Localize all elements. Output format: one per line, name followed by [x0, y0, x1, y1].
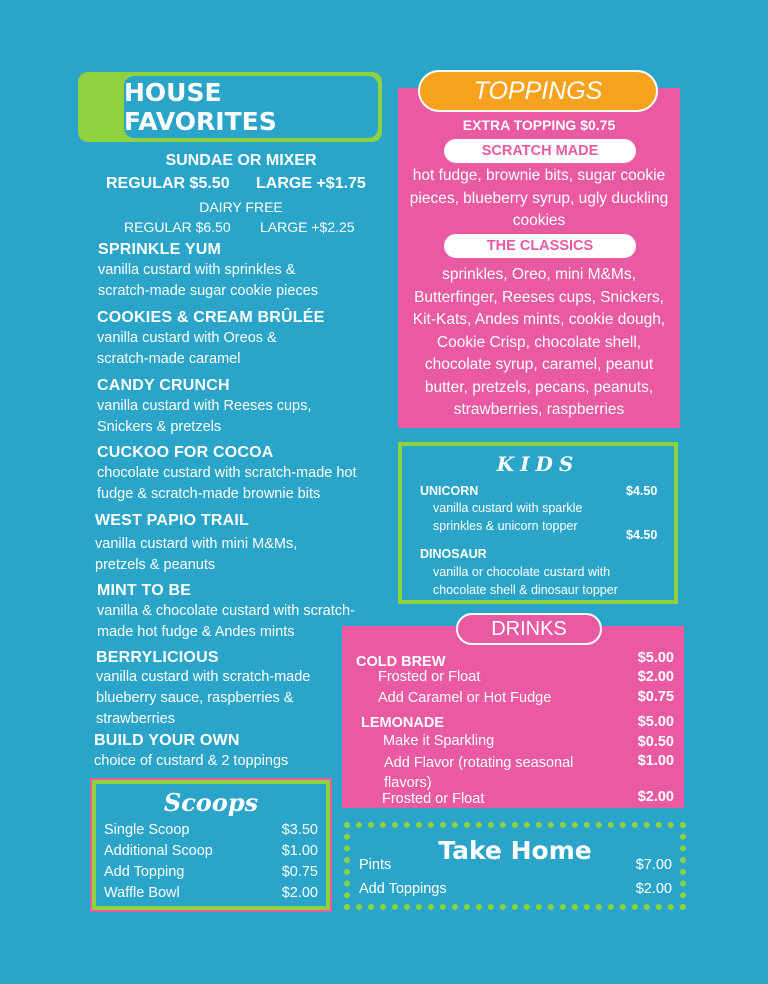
item-name-mint-to-be: MINT TO BE [97, 582, 192, 599]
drink-lemonade: LEMONADE [361, 715, 444, 731]
extra-topping-price: EXTRA TOPPING $0.75 [462, 117, 616, 133]
drinks-title: DRINKS [456, 613, 602, 645]
scoop-additional-price: $1.00 [281, 843, 318, 859]
scoop-additional: Additional Scoop [104, 843, 213, 859]
take-home-pints: Pints [359, 857, 392, 873]
drink-make-it-sparkling: Make it Sparkling [383, 733, 495, 749]
item-name-sprinkle-yum: SPRINKLE YUM [98, 241, 222, 258]
scoop-single: Single Scoop [104, 822, 190, 838]
drink-make-it-sparkling-price: $0.50 [637, 734, 674, 750]
kids-unicorn-desc: vanilla custard with sparkle sprinkles & unicorn topper [433, 501, 583, 533]
scoops-title: Scoops [163, 788, 259, 817]
sundae-or-mixer-heading: SUNDAE OR MIXER [165, 152, 317, 169]
dairy-free-large-price: LARGE +$2.25 [260, 219, 355, 235]
scoop-add-topping: Add Topping [104, 864, 185, 880]
scratch-made-list: hot fudge, brownie bits, sugar cookie pieces, blueberry syrup, ugly duckling cookies [409, 167, 669, 229]
scoop-waffle-bowl-price: $2.00 [281, 885, 318, 901]
drink-add-caramel-hot-fudge-price: $0.75 [637, 689, 674, 705]
kids-dinosaur-desc: vanilla or chocolate custard with chocolate shell & dinosaur topper [433, 565, 618, 597]
scoop-add-topping-price: $0.75 [281, 864, 318, 880]
item-name-berrylicious: BERRYLICIOUS [96, 649, 219, 666]
item-desc-sprinkle-yum: vanilla custard with sprinkles & scratch-made sugar cookie pieces [98, 262, 319, 299]
kids-unicorn-price: $4.50 [626, 484, 658, 498]
regular-price: REGULAR $5.50 [106, 175, 230, 192]
take-home-title: Take Home [438, 836, 592, 865]
large-price: LARGE +$1.75 [256, 175, 366, 192]
item-desc-build-your-own: choice of custard & 2 toppings [94, 753, 289, 769]
item-name-build-your-own: BUILD YOUR OWN [94, 732, 240, 749]
the-classics-list: sprinkles, Oreo, mini M&Ms, Butterfinger, Reeses cups, Snickers, Kit-Kats, Andes mints, cookie dough, Cookie Crisp, chocolate shell, chocolate syrup, caramel, peanut butter, pretzels, pecans, peanuts, strawberries, raspberries [412, 266, 666, 418]
item-desc-west-papio-trail: vanilla custard with mini M&Ms, pretzels & peanuts [95, 536, 298, 573]
item-desc-mint-to-be: vanilla & chocolate custard with scratch-made hot fudge & Andes mints [97, 603, 355, 640]
kids-unicorn-name: UNICORN [420, 484, 479, 498]
drink-add-flavor-price: $1.00 [637, 753, 674, 769]
scoop-waffle-bowl: Waffle Bowl [104, 885, 180, 901]
drink-cold-brew-frosted-float-price: $2.00 [637, 669, 674, 685]
dairy-free-heading: DAIRY FREE [199, 199, 283, 215]
drink-cold-brew: COLD BREW [356, 654, 446, 670]
scratch-made-label: SCRATCH MADE [444, 139, 636, 163]
take-home-pints-price: $7.00 [635, 857, 672, 873]
drink-cold-brew-frosted-float: Frosted or Float [378, 669, 481, 685]
the-classics-label: THE CLASSICS [444, 234, 636, 258]
item-name-cookies-cream-brulee: COOKIES & CREAM BRÛLÉE [97, 309, 325, 326]
kids-dinosaur-name: DINOSAUR [420, 547, 487, 561]
item-desc-cookies-cream-brulee: vanilla custard with Oreos & scratch-made caramel [97, 330, 277, 367]
take-home-add-toppings: Add Toppings [359, 881, 447, 897]
drink-cold-brew-price: $5.00 [637, 650, 674, 666]
drink-lemonade-price: $5.00 [637, 714, 674, 730]
house-favorites-title: HOUSE FAVORITES [124, 76, 378, 138]
drink-add-flavor: Add Flavor (rotating seasonal flavors) [384, 755, 574, 791]
item-desc-berrylicious: vanilla custard with scratch-made blueberry sauce, raspberries & strawberries [96, 669, 311, 727]
drink-lemonade-frosted-float: Frosted or Float [382, 791, 485, 807]
drink-lemonade-frosted-float-price: $2.00 [637, 789, 674, 805]
item-desc-candy-crunch: vanilla custard with Reeses cups, Snickers & pretzels [97, 398, 312, 435]
kids-dinosaur-price: $4.50 [626, 528, 658, 542]
item-name-cuckoo-for-cocoa: CUCKOO FOR COCOA [97, 444, 274, 461]
item-name-candy-crunch: CANDY CRUNCH [97, 377, 230, 394]
item-desc-cuckoo-for-cocoa: chocolate custard with scratch-made hot fudge & scratch-made brownie bits [97, 465, 357, 502]
item-name-west-papio-trail: WEST PAPIO TRAIL [95, 512, 250, 529]
scoop-single-price: $3.50 [281, 822, 318, 838]
take-home-add-toppings-price: $2.00 [635, 881, 672, 897]
drink-add-caramel-hot-fudge: Add Caramel or Hot Fudge [378, 690, 552, 706]
dairy-free-regular-price: REGULAR $6.50 [124, 219, 231, 235]
toppings-title: TOPPINGS [418, 70, 658, 112]
kids-title: KIDS [496, 452, 580, 476]
